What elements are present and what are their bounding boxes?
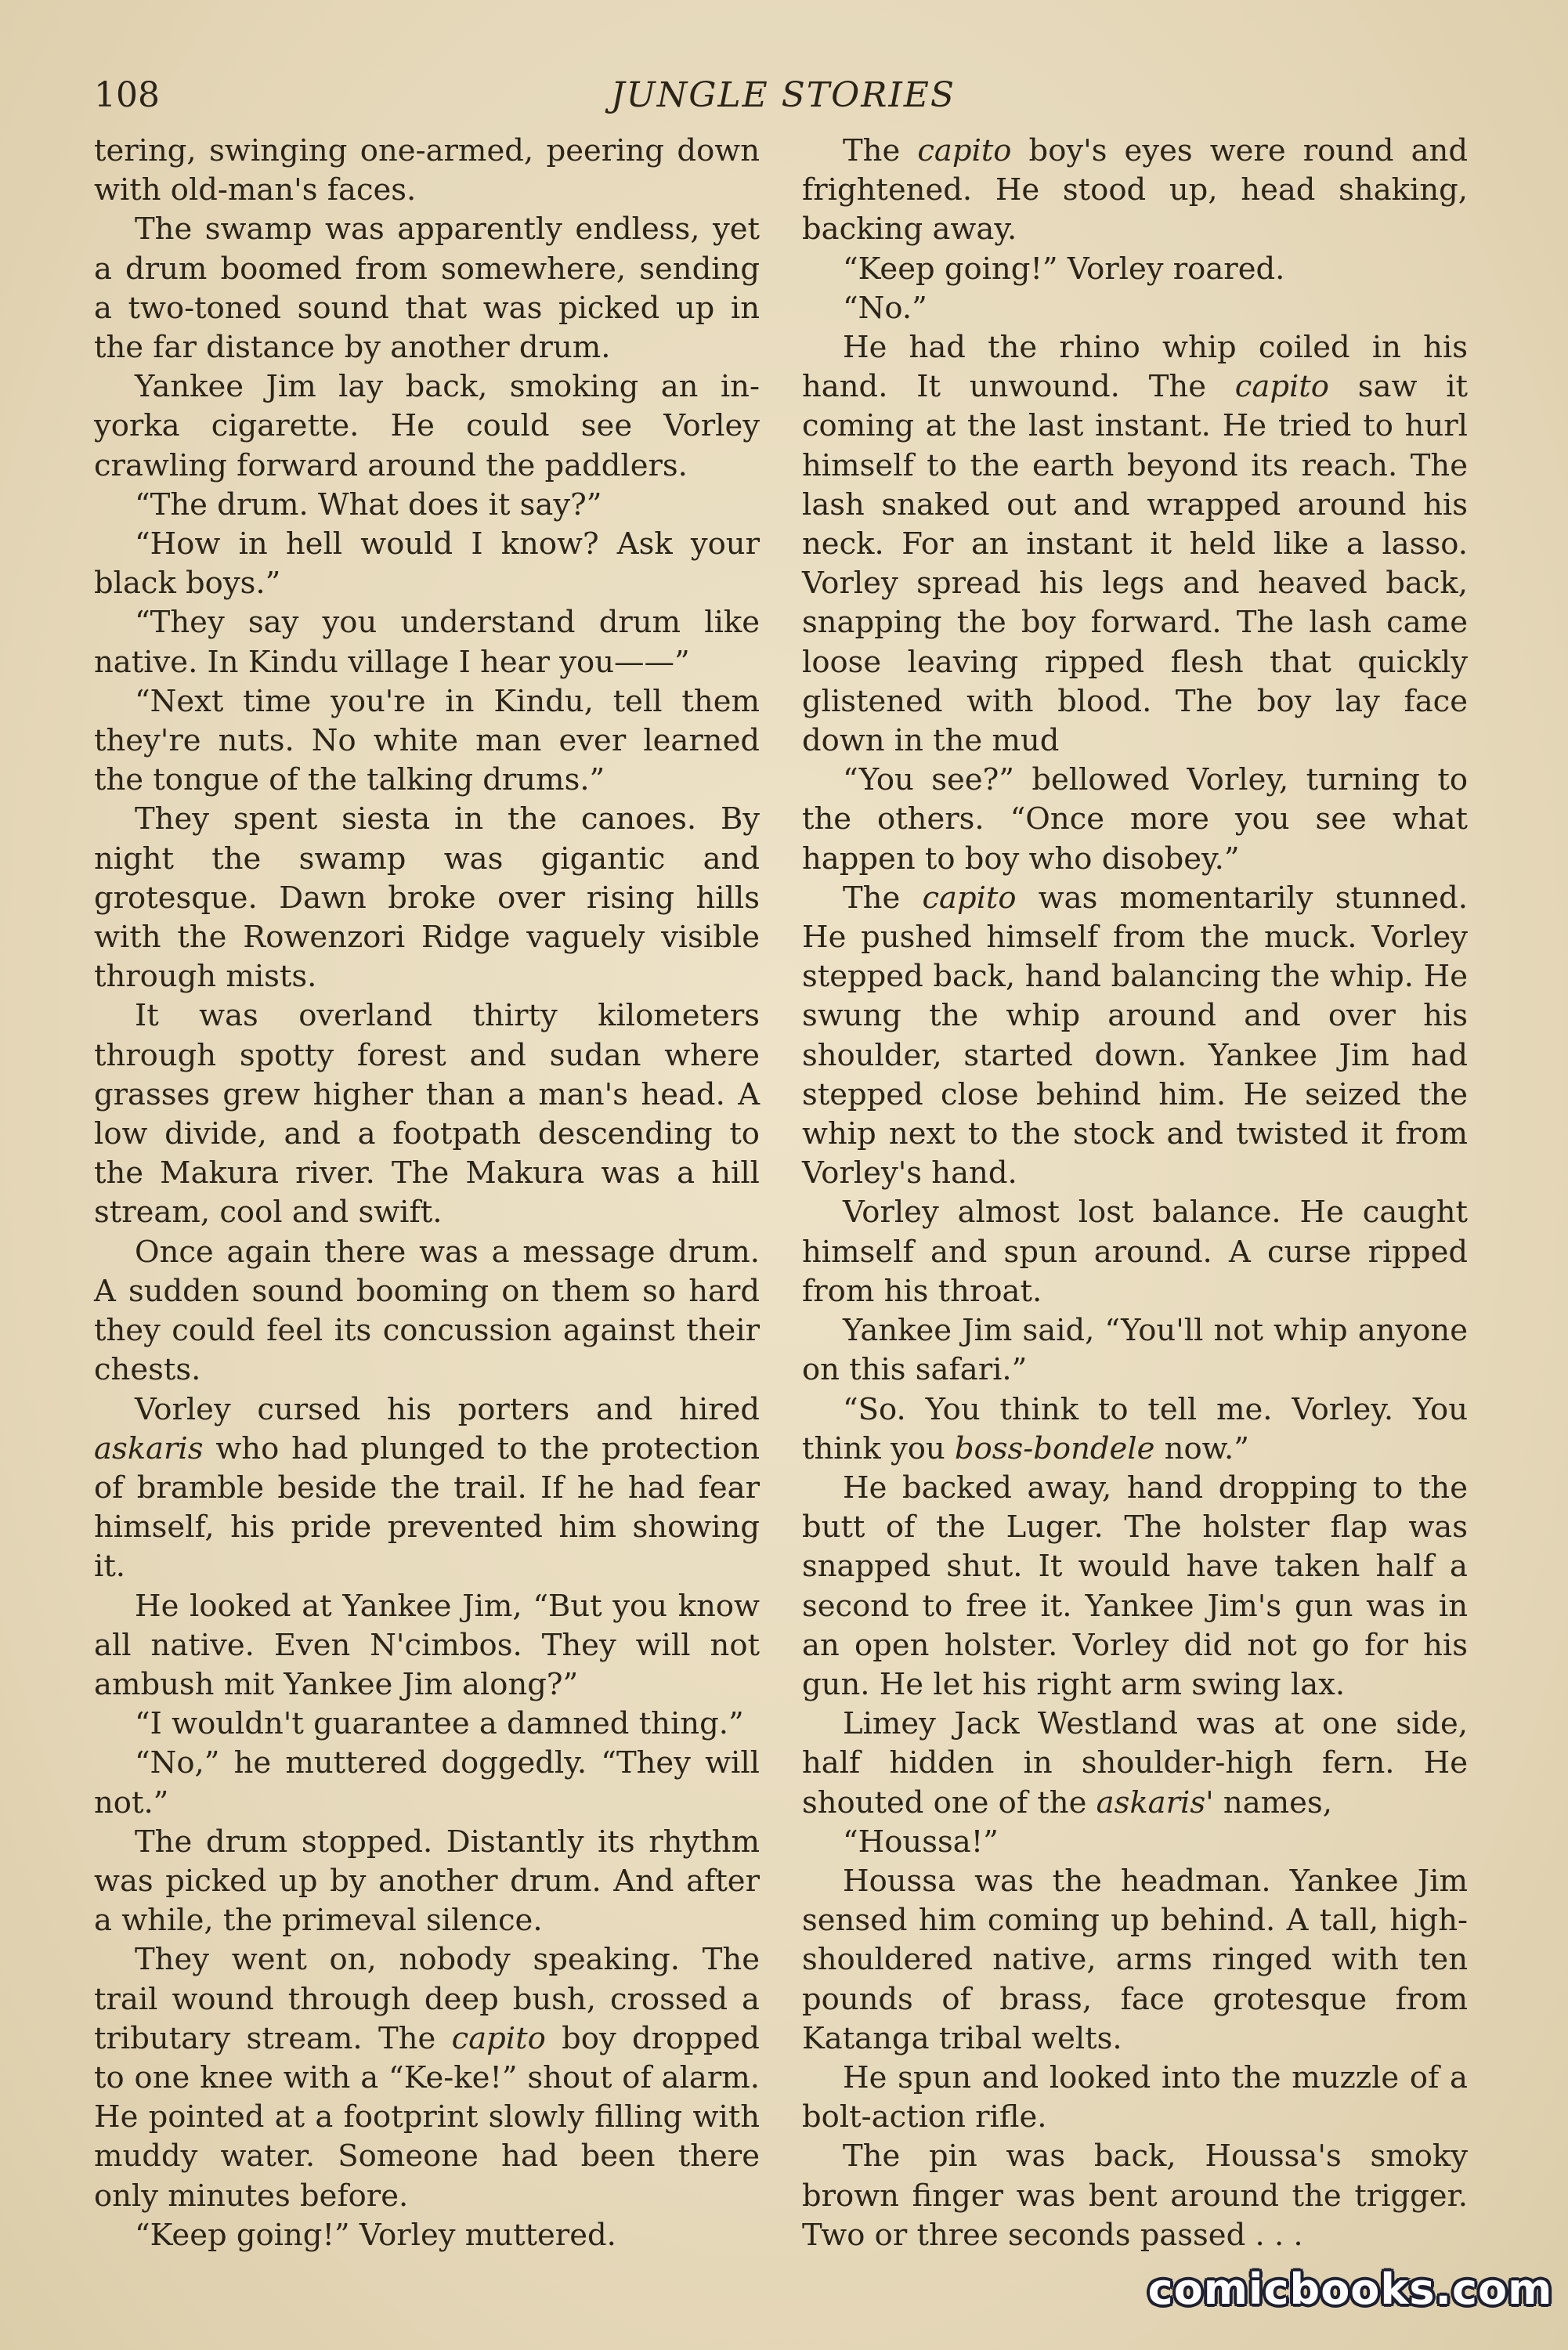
paragraph: He spun and looked into the muzzle of a bolt-action rifle.: [802, 2059, 1468, 2135]
watermark-text: comicbooks.com: [1147, 2264, 1553, 2314]
paragraph: The swamp was apparently endless, yet a drum boomed from somewhere, sending a two-toned sound that was picked up in the far distance by another drum.: [94, 212, 760, 366]
right-column: [802, 132, 1468, 2255]
paragraph: The drum stopped. Distantly its rhythm was picked up by another drum. And after a while, the primeval silence.: [94, 1824, 760, 1939]
paragraph: “Next time you're in Kindu, tell them they're nuts. No white man ever learned the tongue of the talking drums.”: [94, 683, 760, 798]
paragraph: The pin was back, Houssa's smoky brown finger was bent around the trigger. Two or three seconds passed . . .: [802, 2138, 1468, 2253]
paragraph: “Keep going!” Vorley muttered.: [135, 2217, 616, 2253]
paragraph: He looked at Yankee Jim, “But you know all native. Even N'cimbos. They will not ambush mit Yankee Jim along?”: [94, 1588, 760, 1702]
paragraph: It was overland thirty kilometers through spotty forest and sudan where grasses grew higher than a man's head. A low divide, and a footpath descending to the Makura river. The Makura was a hill stream, cool and swift.: [94, 998, 760, 1231]
page-number: 108: [94, 75, 160, 115]
paragraph: “No.”: [843, 290, 927, 326]
running-title: JUNGLE STORIES: [610, 75, 956, 115]
paragraph: Vorley cursed his porters and hired askaris who had plunged to the protection of bramble beside the trail. If he had fear himself, his pride prevented him showing it.: [94, 1391, 760, 1585]
paragraph: “How in hell would I know? Ask your black boys.”: [94, 526, 760, 602]
paragraph: They went on, nobody speaking. The trail wound through deep bush, crossed a tributary stream. The capito boy dropped to one knee with a “Ke-ke!” shout of alarm. He pointed at a footprint slowly filling with muddy water. Someone had been there only minutes before.: [94, 1942, 760, 2214]
paragraph: tering, swinging one-armed, peering down with old-man's faces.: [94, 133, 760, 208]
paragraph: The capito boy's eyes were round and frightened. He stood up, head shaking, backing away.: [802, 133, 1468, 248]
paragraph: They spent siesta in the canoes. By night the swamp was gigantic and grotesque. Dawn broke over rising hills with the Rowenzori Ridge vaguely visible through mists.: [94, 801, 760, 995]
paragraph: “Houssa!”: [843, 1824, 999, 1860]
paragraph: Once again there was a message drum. A sudden sound booming on them so hard they could feel its concussion against their chests.: [94, 1234, 760, 1388]
paragraph: Vorley almost lost balance. He caught himself and spun around. A curse ripped from his throat.: [802, 1195, 1468, 1309]
paragraph: “You see?” bellowed Vorley, turning to the others. “Once more you see what happen to boy who disobey.”: [802, 762, 1468, 877]
paragraph: Yankee Jim said, “You'll not whip anyone on this safari.”: [802, 1313, 1468, 1388]
paragraph: He had the rhino whip coiled in his hand. It unwound. The capito saw it coming at the last instant. He tried to hurl himself to the earth beyond its reach. The lash snaked out and wrapped around his neck. For an instant it held like a lasso. Vorley spread his legs and heaved back, snapping the boy forward. The lash came loose leaving ripped flesh that quickly glistened with blood. The boy lay face down in the mud: [802, 330, 1468, 759]
left-column: [94, 132, 760, 2255]
paragraph: “They say you understand drum like native. In Kindu village I hear you——”: [94, 605, 760, 680]
paragraph: Houssa was the headman. Yankee Jim sensed him coming up behind. A tall, high-shouldered native, arms ringed with ten pounds of brass, face grotesque from Katanga tribal welts.: [802, 1863, 1468, 2056]
paragraph: “I wouldn't guarantee a damned thing.”: [135, 1706, 744, 1742]
paragraph: He backed away, hand dropping to the butt of the Luger. The holster flap was snapped shut. It would have taken half a second to free it. Yankee Jim's gun was in an open holster. Vorley did not go for his gun. He let his right arm swing lax.: [802, 1470, 1468, 1702]
paragraph: Yankee Jim lay back, smoking an in-yorka cigarette. He could see Vorley crawling forward around the paddlers.: [94, 369, 760, 483]
paragraph: Limey Jack Westland was at one side, half hidden in shoulder-high fern. He shouted one of the askaris' names,: [802, 1706, 1468, 1820]
paragraph: “Keep going!” Vorley roared.: [843, 251, 1285, 287]
watermark-logo: [1147, 2253, 1553, 2325]
paragraph: “The drum. What does it say?”: [135, 486, 602, 522]
paragraph: “So. You think to tell me. Vorley. You think you boss-bondele now.”: [802, 1391, 1468, 1466]
paragraph: “No,” he muttered doggedly. “They will not.”: [94, 1745, 760, 1820]
running-head: [94, 75, 1472, 122]
paragraph: The capito was momentarily stunned. He pushed himself from the muck. Vorley stepped back, hand balancing the whip. He swung the whip around and over his shoulder, started down. Yankee Jim had stepped close behind him. He seized the whip next to the stock and twisted it from Vorley's hand.: [802, 880, 1468, 1191]
